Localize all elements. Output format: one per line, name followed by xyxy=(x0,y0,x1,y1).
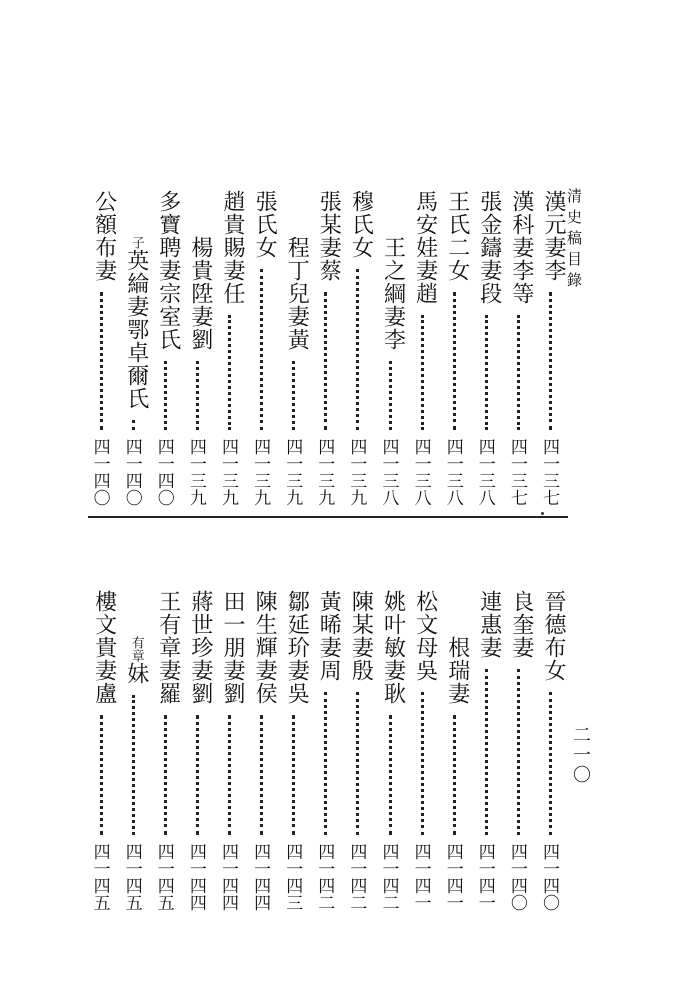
toc-entry xyxy=(153,190,181,506)
dot-leader xyxy=(196,715,220,835)
toc-entry xyxy=(506,190,534,506)
toc-entry-name: 英綸妻鄂卓爾氏 xyxy=(123,249,149,410)
toc-entry-page: 四一四三 xyxy=(282,843,303,911)
toc-entry-page: 四一四五 xyxy=(121,843,142,911)
toc-entry-page: 四一四〇 xyxy=(89,438,110,506)
toc-entry-name: 鄒延玠妻吳 xyxy=(284,590,310,705)
toc-entry-name: 穆氏女 xyxy=(348,190,374,259)
toc-entry-name: 根瑞妻 xyxy=(444,636,470,705)
toc-entry-name: 王之綱妻李 xyxy=(380,236,406,351)
dot-leader xyxy=(549,292,573,430)
dot-leader xyxy=(228,315,252,430)
toc-entry-page: 四一四二 xyxy=(378,843,399,911)
toc-entry-name: 松文母吳 xyxy=(412,590,438,682)
toc-entry xyxy=(539,590,566,911)
dot-leader xyxy=(292,361,316,430)
dot-leader xyxy=(164,361,188,430)
dot-leader xyxy=(485,669,509,835)
toc-entry-page: 四一四〇 xyxy=(539,843,559,911)
dot-leader xyxy=(389,715,413,835)
toc-entry xyxy=(474,590,502,911)
toc-entry-prefix: 有章 xyxy=(128,636,144,662)
toc-entry-name: 楊貴陞妻劉 xyxy=(187,236,213,351)
section-divider xyxy=(88,516,568,518)
toc-entry-page: 四一三八 xyxy=(410,438,431,506)
toc-entry-page: 四一四四 xyxy=(218,843,238,911)
toc-entry xyxy=(250,190,278,506)
dot-leader xyxy=(356,269,380,430)
dot-leader xyxy=(196,361,220,430)
dot-leader xyxy=(324,292,348,430)
dot-leader xyxy=(260,715,284,835)
dot-leader xyxy=(164,715,188,835)
toc-entry-name: 黃晞妻周 xyxy=(316,590,342,682)
toc-entry-page: 四一三八 xyxy=(378,438,399,506)
toc-entry-page: 四一三九 xyxy=(346,438,367,506)
toc-entry xyxy=(442,636,470,911)
toc-entry-name: 張金鑄妻段 xyxy=(476,190,502,305)
dot-leader xyxy=(549,692,573,835)
toc-entry-page: 四一三七 xyxy=(539,438,559,506)
toc-entry xyxy=(250,590,278,911)
toc-entry-name: 張氏女 xyxy=(252,190,278,259)
toc-entry-name: 田一朋妻劉 xyxy=(220,590,245,705)
toc-entry xyxy=(410,190,438,506)
toc-entry-name: 王有章妻羅 xyxy=(155,590,181,705)
toc-entry-name: 王氏二女 xyxy=(444,190,470,282)
dot-leader xyxy=(421,692,445,835)
toc-entry-page: 四一三七 xyxy=(506,438,527,506)
dot-leader xyxy=(485,315,509,430)
dot-leader xyxy=(324,692,348,835)
toc-entry-name: 良奎妻 xyxy=(508,590,534,659)
toc-entry-name: 陳某妻殷 xyxy=(348,590,374,682)
page-number: 二一〇 xyxy=(570,725,591,785)
toc-entry xyxy=(282,236,310,506)
toc-entry xyxy=(346,590,374,911)
toc-entry xyxy=(378,590,406,911)
dot-leader xyxy=(132,695,156,835)
toc-entry xyxy=(185,236,213,506)
toc-entry xyxy=(218,190,245,506)
running-header-title: 清史稿目錄 xyxy=(565,188,583,293)
toc-entry xyxy=(539,190,566,506)
toc-entry-page: 四一三九 xyxy=(250,438,271,506)
toc-entry xyxy=(185,590,213,911)
toc-entry xyxy=(442,190,470,506)
toc-entry-page: 四一三九 xyxy=(218,438,238,506)
dot-leader xyxy=(453,715,477,835)
toc-entry-page: 四一三九 xyxy=(314,438,335,506)
toc-entry-page: 四一四一 xyxy=(410,843,431,911)
toc-entry-page: 四一四四 xyxy=(185,843,206,911)
toc-entry-page: 四一四一 xyxy=(442,843,463,911)
toc-entry xyxy=(474,190,502,506)
toc-entry-page: 四一四五 xyxy=(89,843,110,911)
dot-leader xyxy=(100,715,124,835)
toc-entry xyxy=(282,590,310,911)
toc-entry xyxy=(378,236,406,506)
toc-entry-page: 四一四二 xyxy=(314,843,335,911)
print-speck xyxy=(541,512,544,515)
toc-entry xyxy=(89,190,117,506)
dot-leader xyxy=(356,692,380,835)
dot-leader xyxy=(517,315,541,430)
dot-leader xyxy=(100,292,124,430)
dot-leader xyxy=(292,715,316,835)
dot-leader xyxy=(132,420,156,430)
toc-entry-name: 樓文貴妻盧 xyxy=(91,590,117,705)
toc-entry-name: 馬安娃妻趙 xyxy=(412,190,438,305)
dot-leader xyxy=(389,361,413,430)
toc-entry-name: 陳生輝妻侯 xyxy=(252,590,278,705)
toc-entry-page: 四一三八 xyxy=(442,438,463,506)
toc-entry-page: 四一三九 xyxy=(185,438,206,506)
toc-entry-name: 妹 xyxy=(123,662,149,685)
dot-leader xyxy=(421,315,445,430)
toc-entry-name: 程丁兒妻黃 xyxy=(284,236,310,351)
toc-entry-name: 漢科妻李等 xyxy=(508,190,534,305)
toc-entry-page: 四一四〇 xyxy=(153,438,174,506)
dot-leader xyxy=(517,669,541,835)
toc-entry-name: 連惠妻 xyxy=(476,590,502,659)
toc-entry-name: 漢元妻李 xyxy=(541,190,566,282)
toc-entry-name: 蔣世珍妻劉 xyxy=(187,590,213,705)
toc-entry xyxy=(89,590,117,911)
toc-entry-name: 張某妻蔡 xyxy=(316,190,342,282)
dot-leader xyxy=(228,715,252,835)
toc-entry-name: 趙貴賜妻任 xyxy=(220,190,245,305)
toc-entry-page: 四一四〇 xyxy=(506,843,527,911)
toc-entry-name: 多寶聘妻宗室氏 xyxy=(155,190,181,351)
toc-entry xyxy=(218,590,245,911)
toc-entry-page: 四一四五 xyxy=(153,843,174,911)
dot-leader xyxy=(453,292,477,430)
toc-entry xyxy=(410,590,438,911)
toc-entry-page: 四一三九 xyxy=(282,438,303,506)
toc-entry-prefix: 子 xyxy=(128,236,144,249)
toc-entry-page: 四一四〇 xyxy=(121,438,142,506)
toc-entry-page: 四一四二 xyxy=(346,843,367,911)
toc-entry xyxy=(314,190,342,506)
toc-entry-page: 四一四四 xyxy=(250,843,271,911)
toc-entry-page: 四一三八 xyxy=(474,438,495,506)
toc-entry-name: 晉德布女 xyxy=(541,590,566,682)
toc-entry xyxy=(346,190,374,506)
toc-entry-name: 姚叶敏妻耿 xyxy=(380,590,406,705)
toc-entry xyxy=(314,590,342,911)
toc-entry xyxy=(153,590,181,911)
toc-entry xyxy=(121,236,149,506)
toc-entry-page: 四一四一 xyxy=(474,843,495,911)
toc-entry xyxy=(121,636,149,911)
dot-leader xyxy=(260,269,284,430)
toc-entry-name: 公額布妻 xyxy=(91,190,117,282)
toc-entry xyxy=(506,590,534,911)
